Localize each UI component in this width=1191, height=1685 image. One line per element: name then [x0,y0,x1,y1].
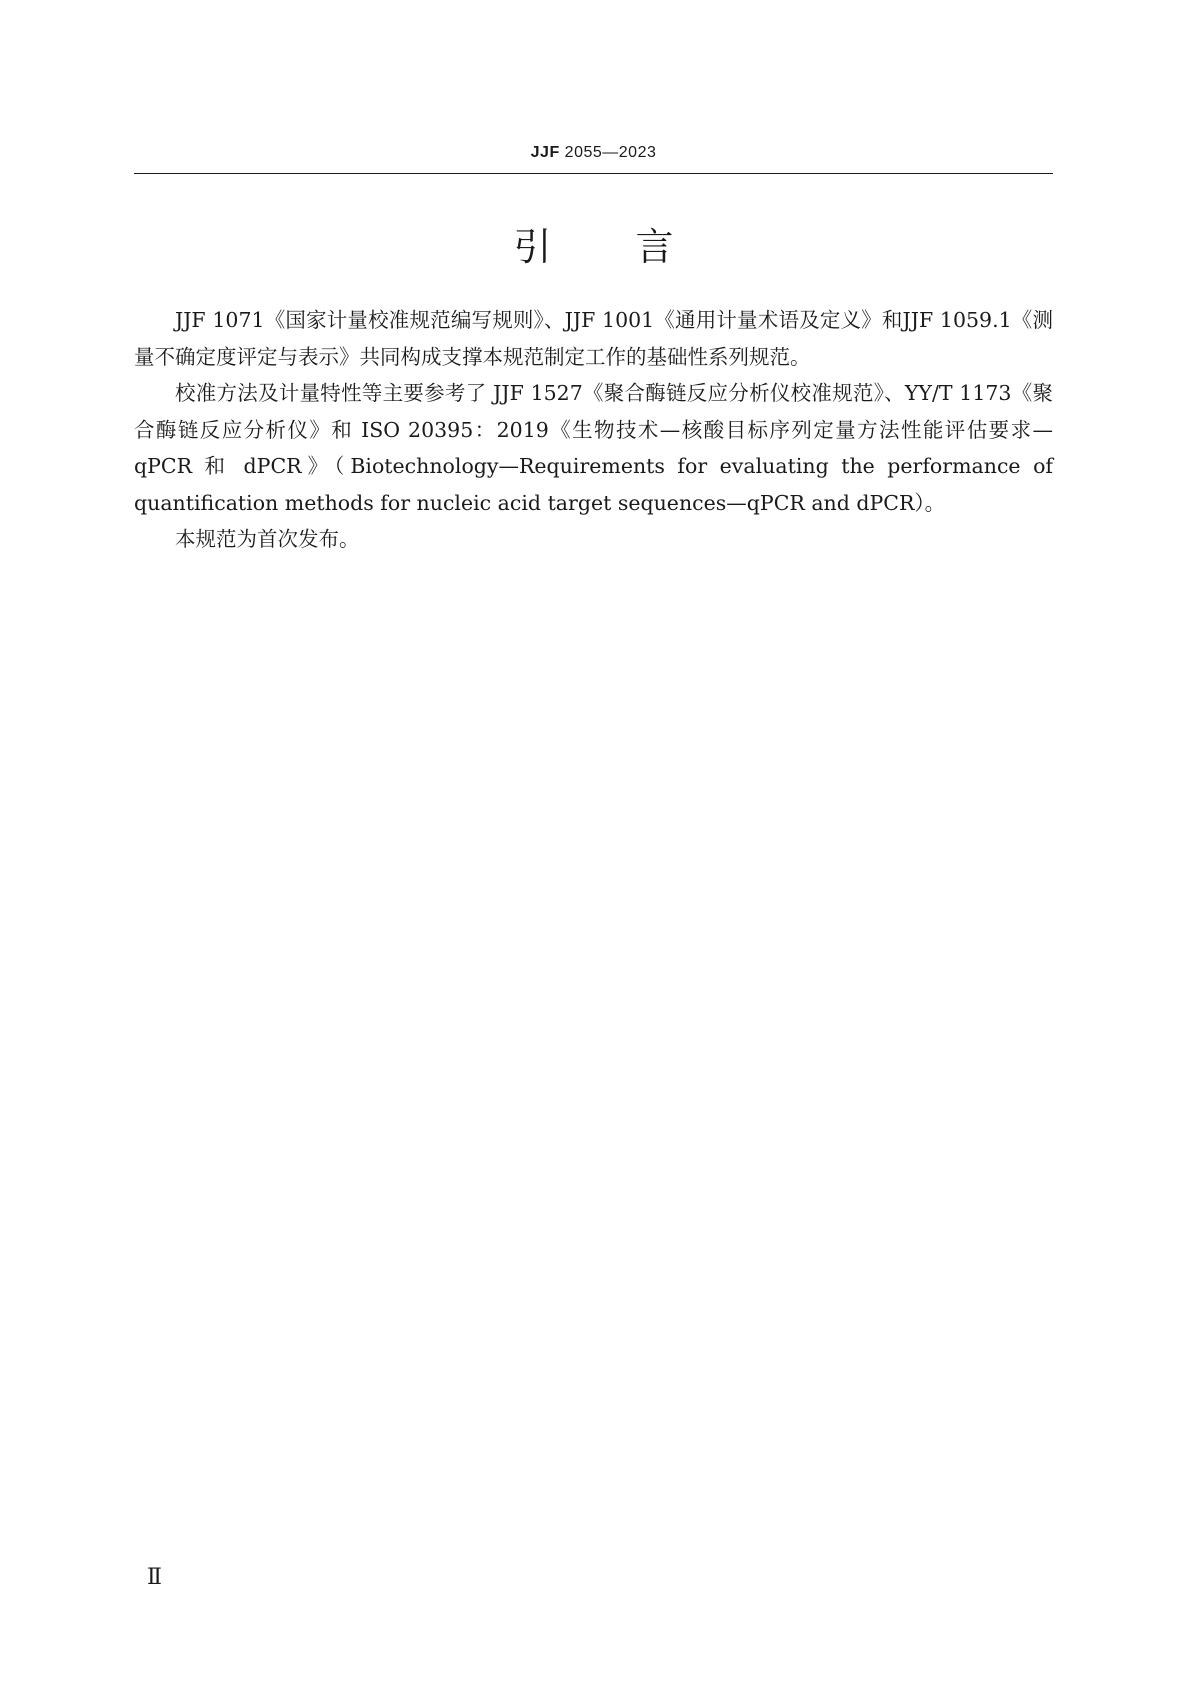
body-text [134,302,1053,558]
header-rule [134,173,1053,174]
header-standard-code: JJF [530,144,560,161]
header-standard-number: 2055—2023 [564,144,657,161]
section-title: 引言 [513,225,758,269]
paragraph-1: JJF 1071《国家计量校准规范编写规则》、JJF 1001《通用计量术语及定义》和JJF 1059.1《测量不确定度评定与表示》共同构成支撑本规范制定工作的基础性系列规范。 [134,308,1053,369]
paragraph-3: 本规范为首次发布。 [175,527,360,551]
page-number: Ⅱ [147,1564,162,1589]
running-header [134,142,1053,164]
paragraph-2: 校准方法及计量特性等主要参考了 JJF 1527《聚合酶链反应分析仪校准规范》、YY/T 1173《聚合酶链反应分析仪》和 ISO 20395：2019《生物技术—核酸目标序列定量方法性能评估要求—qPCR 和 dPCR》（Biotechnology—Requirements for evaluating the performance of quantification methods for nucleic acid target sequences—qPCR and dPCR）。 [134,381,1053,515]
